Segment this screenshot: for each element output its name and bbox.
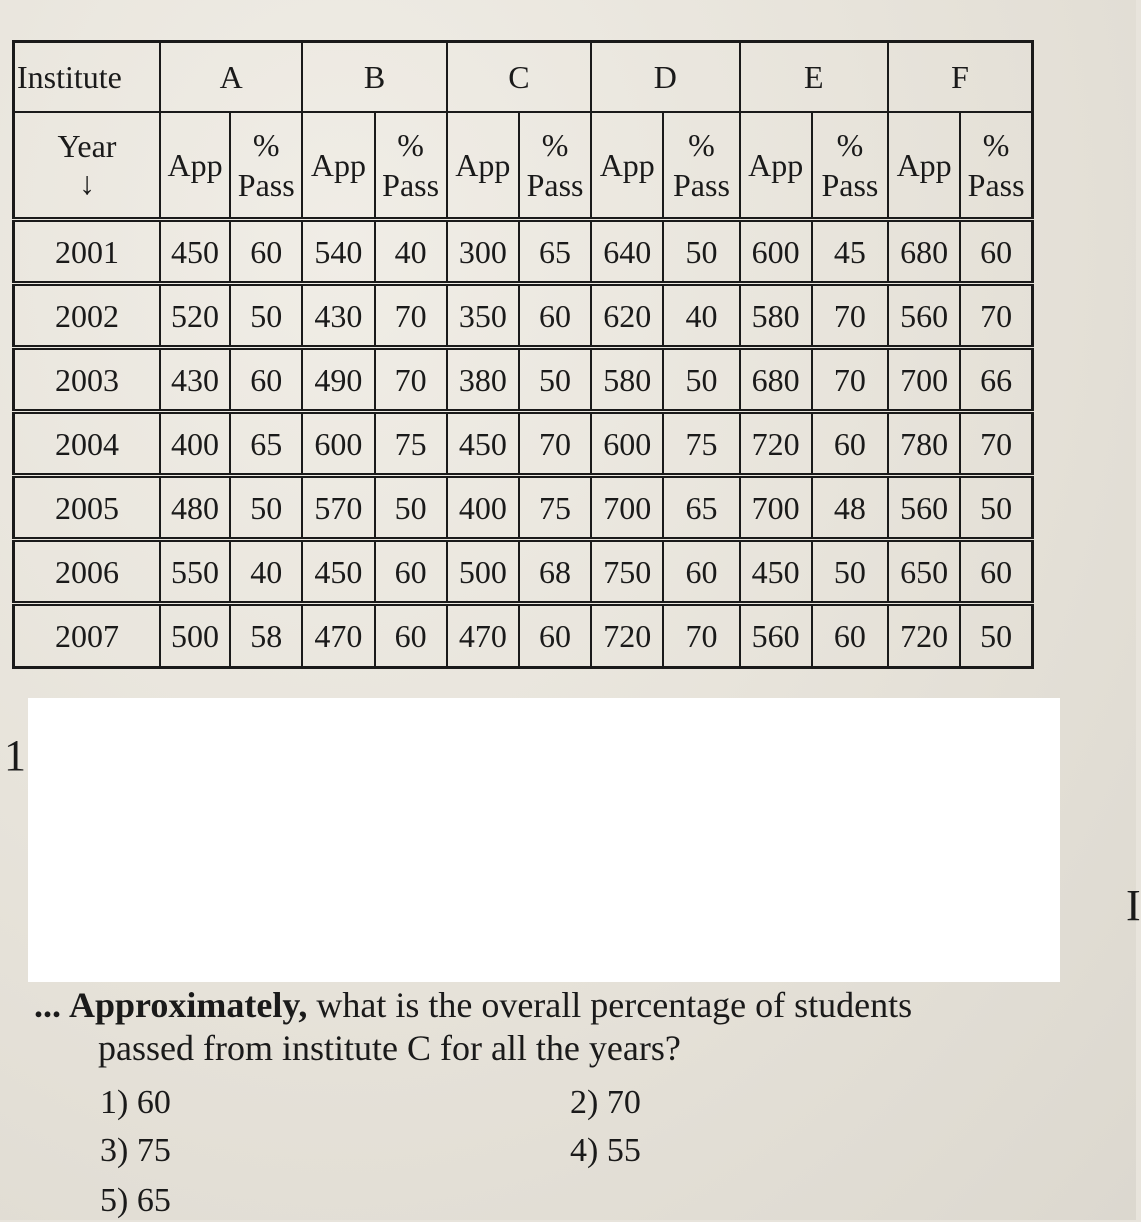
table-row [14, 412, 1033, 476]
app-value-a: 480 [160, 476, 230, 540]
pass-value-f: 66 [960, 348, 1032, 412]
app-value-c: 450 [447, 412, 519, 476]
pass-value-b: 70 [375, 284, 447, 348]
pass-value-c: 50 [519, 348, 591, 412]
percent-symbol: % [541, 126, 569, 163]
app-value-b: 470 [302, 604, 374, 668]
table-row [14, 348, 1033, 412]
app-value-f: 680 [888, 220, 960, 284]
pass-value-b: 50 [375, 476, 447, 540]
pass-value-e: 45 [812, 220, 888, 284]
app-value-f: 560 [888, 476, 960, 540]
pass-value-c: 68 [519, 540, 591, 604]
pass-value-e: 70 [812, 284, 888, 348]
app-value-a: 500 [160, 604, 230, 668]
pass-value-d: 65 [663, 476, 739, 540]
option-5[interactable]: 5) 65 [100, 1182, 171, 1219]
pass-value-c: 60 [519, 284, 591, 348]
app-value-e: 720 [740, 412, 812, 476]
pass-value-a: 50 [230, 284, 302, 348]
stray-margin-mark: 1 [4, 731, 26, 780]
institute-a-header: A [160, 42, 302, 112]
app-value-e: 680 [740, 348, 812, 412]
pass-word: Pass [237, 166, 295, 203]
question-block [34, 984, 1074, 1070]
app-value-d: 750 [591, 540, 663, 604]
app-value-d: 720 [591, 604, 663, 668]
table-row [14, 476, 1033, 540]
year-cell: 2002 [14, 284, 160, 348]
year-cell: 2001 [14, 220, 160, 284]
percent-symbol: % [836, 126, 864, 163]
answer-options [100, 1082, 800, 1222]
pass-word: Pass [526, 166, 584, 203]
app-value-b: 600 [302, 412, 374, 476]
app-value-a: 400 [160, 412, 230, 476]
pass-value-c: 65 [519, 220, 591, 284]
stray-edge-mark: I [1126, 881, 1141, 930]
app-header-e: App [740, 112, 812, 220]
year-cell: 2005 [14, 476, 160, 540]
year-cell: 2006 [14, 540, 160, 604]
app-value-a: 430 [160, 348, 230, 412]
app-value-f: 780 [888, 412, 960, 476]
app-value-f: 560 [888, 284, 960, 348]
app-header-f: App [888, 112, 960, 220]
pass-value-c: 75 [519, 476, 591, 540]
pass-value-a: 65 [230, 412, 302, 476]
question-text-line1: what is the overall percentage of students [316, 985, 913, 1025]
app-value-e: 450 [740, 540, 812, 604]
year-column-header [14, 112, 160, 220]
year-rows [14, 220, 1033, 668]
pass-header-e [812, 112, 888, 220]
percent-symbol: % [688, 126, 715, 163]
app-value-c: 470 [447, 604, 519, 668]
question-text-line2: passed from institute C for all the years? [98, 1028, 681, 1069]
app-header-a: App [160, 112, 230, 220]
pass-value-b: 60 [375, 540, 447, 604]
year-cell: 2003 [14, 348, 160, 412]
app-value-f: 720 [888, 604, 960, 668]
app-header-b: App [302, 112, 374, 220]
app-value-c: 300 [447, 220, 519, 284]
app-value-b: 570 [302, 476, 374, 540]
pass-value-e: 60 [812, 412, 888, 476]
app-value-d: 640 [591, 220, 663, 284]
pass-value-f: 50 [960, 476, 1032, 540]
app-value-f: 700 [888, 348, 960, 412]
pass-value-b: 70 [375, 348, 447, 412]
app-value-a: 550 [160, 540, 230, 604]
institute-c-header: C [447, 42, 591, 112]
pass-value-e: 70 [812, 348, 888, 412]
app-value-c: 500 [447, 540, 519, 604]
pass-header-b [375, 112, 447, 220]
app-value-c: 380 [447, 348, 519, 412]
app-value-e: 600 [740, 220, 812, 284]
pass-value-d: 75 [663, 412, 739, 476]
app-value-c: 400 [447, 476, 519, 540]
pass-value-b: 60 [375, 604, 447, 668]
pass-value-f: 60 [960, 220, 1032, 284]
option-3[interactable]: 3) 75 [100, 1132, 171, 1169]
percent-symbol: % [397, 126, 424, 163]
table-row [14, 284, 1033, 348]
app-header-c: App [447, 112, 519, 220]
app-value-e: 580 [740, 284, 812, 348]
pass-value-a: 58 [230, 604, 302, 668]
down-arrow-icon: ↓ [78, 164, 95, 201]
percent-symbol: % [252, 126, 280, 163]
institute-corner-label: Institute [14, 42, 160, 112]
pass-header-c [519, 112, 591, 220]
institute-d-header: D [591, 42, 739, 112]
app-value-b: 540 [302, 220, 374, 284]
app-value-d: 620 [591, 284, 663, 348]
pass-value-a: 40 [230, 540, 302, 604]
pass-value-e: 50 [812, 540, 888, 604]
pass-value-f: 70 [960, 412, 1032, 476]
pass-value-a: 50 [230, 476, 302, 540]
table-row [14, 540, 1033, 604]
institute-f-header: F [888, 42, 1032, 112]
pass-value-d: 70 [663, 604, 739, 668]
blank-covered-area [28, 698, 1060, 982]
option-2[interactable]: 2) 70 [570, 1084, 641, 1121]
app-value-a: 520 [160, 284, 230, 348]
pass-value-b: 40 [375, 220, 447, 284]
pass-word: Pass [821, 166, 879, 203]
app-value-c: 350 [447, 284, 519, 348]
question-lead: Approximately, [69, 985, 308, 1025]
pass-word: Pass [673, 166, 730, 203]
pass-value-e: 48 [812, 476, 888, 540]
app-value-d: 600 [591, 412, 663, 476]
pass-header-d [663, 112, 739, 220]
app-value-b: 430 [302, 284, 374, 348]
question-number: ... [34, 985, 61, 1025]
pass-value-d: 50 [663, 220, 739, 284]
institute-e-header: E [740, 42, 888, 112]
pass-value-c: 60 [519, 604, 591, 668]
pass-value-b: 75 [375, 412, 447, 476]
app-value-a: 450 [160, 220, 230, 284]
institute-header-row [14, 42, 1033, 112]
year-label: Year [57, 127, 117, 164]
pass-value-d: 40 [663, 284, 739, 348]
pass-value-e: 60 [812, 604, 888, 668]
year-cell: 2007 [14, 604, 160, 668]
pass-value-a: 60 [230, 220, 302, 284]
option-1[interactable]: 1) 60 [100, 1084, 171, 1121]
year-cell: 2004 [14, 412, 160, 476]
pass-value-f: 70 [960, 284, 1032, 348]
pass-value-f: 50 [960, 604, 1032, 668]
table-row [14, 220, 1033, 284]
app-header-d: App [591, 112, 663, 220]
table-row [14, 604, 1033, 668]
pass-value-a: 60 [230, 348, 302, 412]
app-value-b: 490 [302, 348, 374, 412]
pass-value-f: 60 [960, 540, 1032, 604]
app-value-e: 560 [740, 604, 812, 668]
app-value-e: 700 [740, 476, 812, 540]
institute-b-header: B [302, 42, 446, 112]
pass-word: Pass [382, 166, 440, 203]
app-value-b: 450 [302, 540, 374, 604]
pass-value-d: 60 [663, 540, 739, 604]
option-4[interactable]: 4) 55 [570, 1132, 641, 1169]
pass-header-a [230, 112, 302, 220]
pass-value-d: 50 [663, 348, 739, 412]
pass-word: Pass [967, 166, 1025, 203]
pass-value-c: 70 [519, 412, 591, 476]
app-value-d: 580 [591, 348, 663, 412]
app-value-f: 650 [888, 540, 960, 604]
pass-header-f [960, 112, 1032, 220]
exam-results-table [12, 40, 1034, 669]
percent-symbol: % [982, 126, 1010, 163]
app-value-d: 700 [591, 476, 663, 540]
subheader-row [14, 112, 1033, 220]
